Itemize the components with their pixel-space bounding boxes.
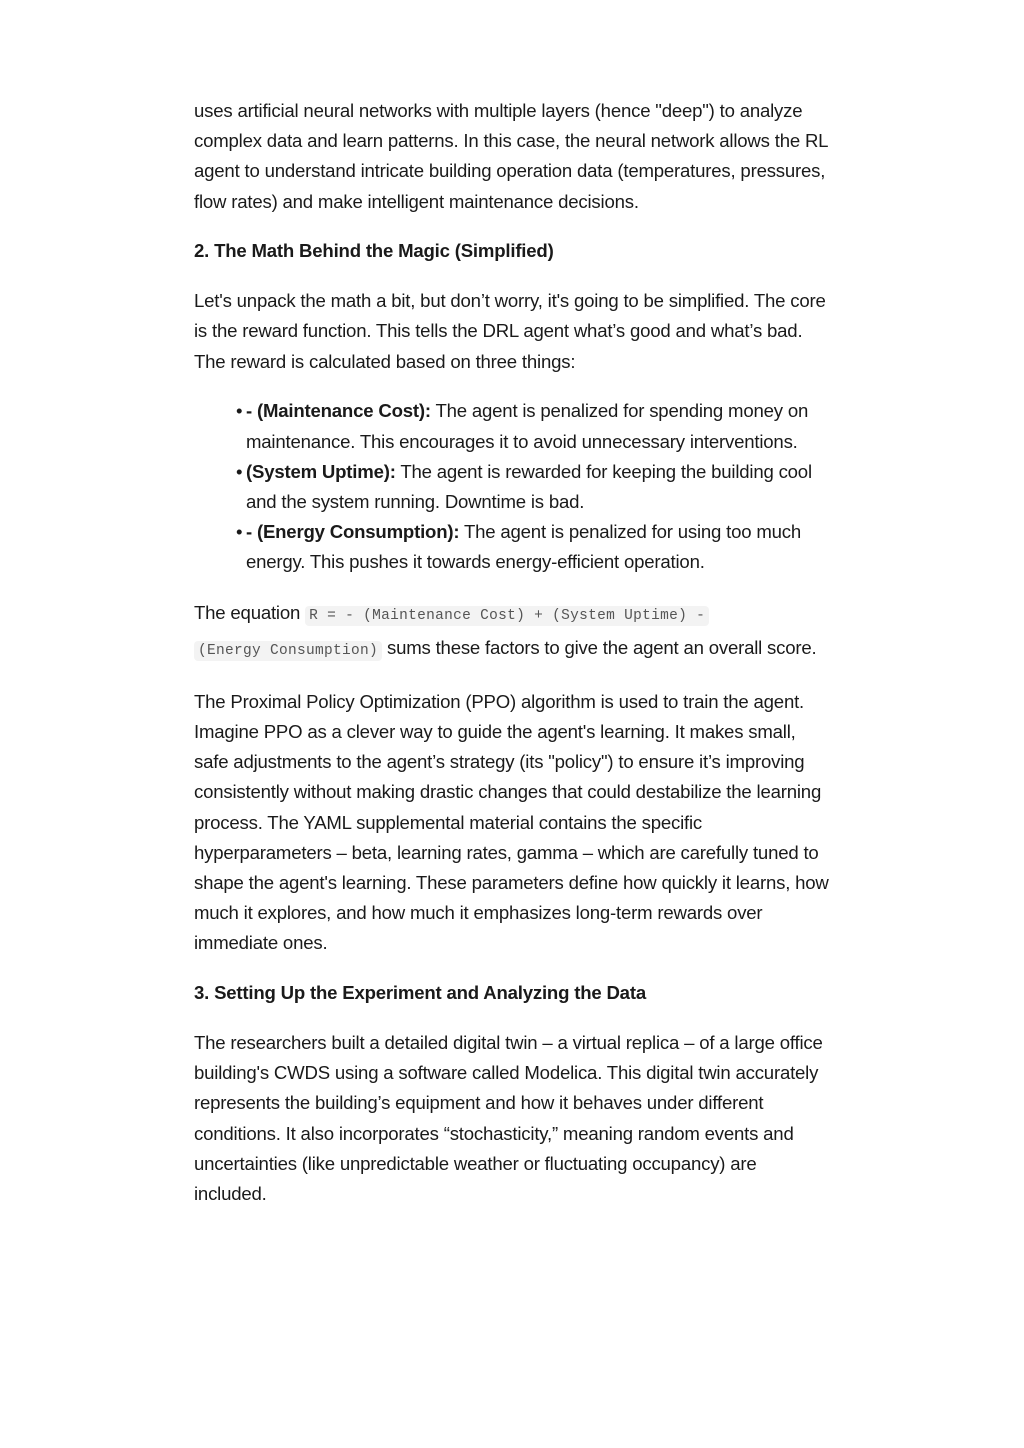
equation-paragraph [194, 597, 834, 667]
paragraph: Let's unpack the math a bit, but don’t worry, it's going to be simplified. The core is the reward function. This tells the DRL agent what’s good and what’s bad. The reward is calculated based on three things: [194, 290, 826, 372]
section-heading: 3. Setting Up the Experiment and Analyzing the Data [194, 982, 646, 1004]
bullet-text: The agent is rewarded for keeping the building cool and the system running. Downtime is bad. [246, 460, 812, 513]
list-item [246, 457, 834, 517]
bullet-label: - (Maintenance Cost): [246, 400, 431, 422]
paragraph: The researchers built a detailed digital twin – a virtual replica – of a large office building's CWDS using a software called Modelica. This digital twin accurately represents the building’s equipment and how it behaves under different conditions. It also incorporates “stochasticity,” meaning random events and uncertainties (like unpredictable weather or fluctuating occupancy) are included. [194, 1032, 823, 1205]
bullet-list [194, 396, 834, 577]
list-item [246, 517, 834, 577]
inline-code: (Energy Consumption) [194, 641, 382, 661]
paragraph: The Proximal Policy Optimization (PPO) algorithm is used to train the agent. Imagine PPO as a clever way to guide the agent's learning. It makes small, safe adjustments to the agent’s strategy (its "policy") to ensure it’s improving consistently without making drastic changes that could destabilize the learning process. The YAML supplemental material contains the specific hyperparameters – beta, learning rates, gamma – which are carefully tuned to shape the agent's learning. These parameters define how quickly it learns, how much it explores, and how much it emphasizes long-term rewards over immediate ones. [194, 690, 829, 954]
document-body [194, 96, 834, 1229]
paragraph: uses artificial neural networks with multiple layers (hence "deep") to analyze complex data and learn patterns. In this case, the neural network allows the RL agent to understand intricate building operation data (temperatures, pressures, flow rates) and make intelligent maintenance decisions. [194, 100, 828, 212]
section-heading: 2. The Math Behind the Magic (Simplified) [194, 240, 554, 262]
bullet-label: (System Uptime): [246, 460, 396, 482]
list-item [246, 396, 834, 456]
bullet-text: The agent is penalized for spending money on maintenance. This encourages it to avoid unnecessary interventions. [246, 400, 809, 452]
bullet-text: The agent is penalized for using too much energy. This pushes it towards energy-efficient operation. [246, 521, 802, 573]
bullet-label: - (Energy Consumption): [246, 521, 460, 543]
text: sums these factors to give the agent an overall score. [382, 637, 817, 659]
text: The equation [194, 602, 306, 624]
inline-code: R = - (Maintenance Cost) + (System Uptime) - [305, 606, 709, 626]
